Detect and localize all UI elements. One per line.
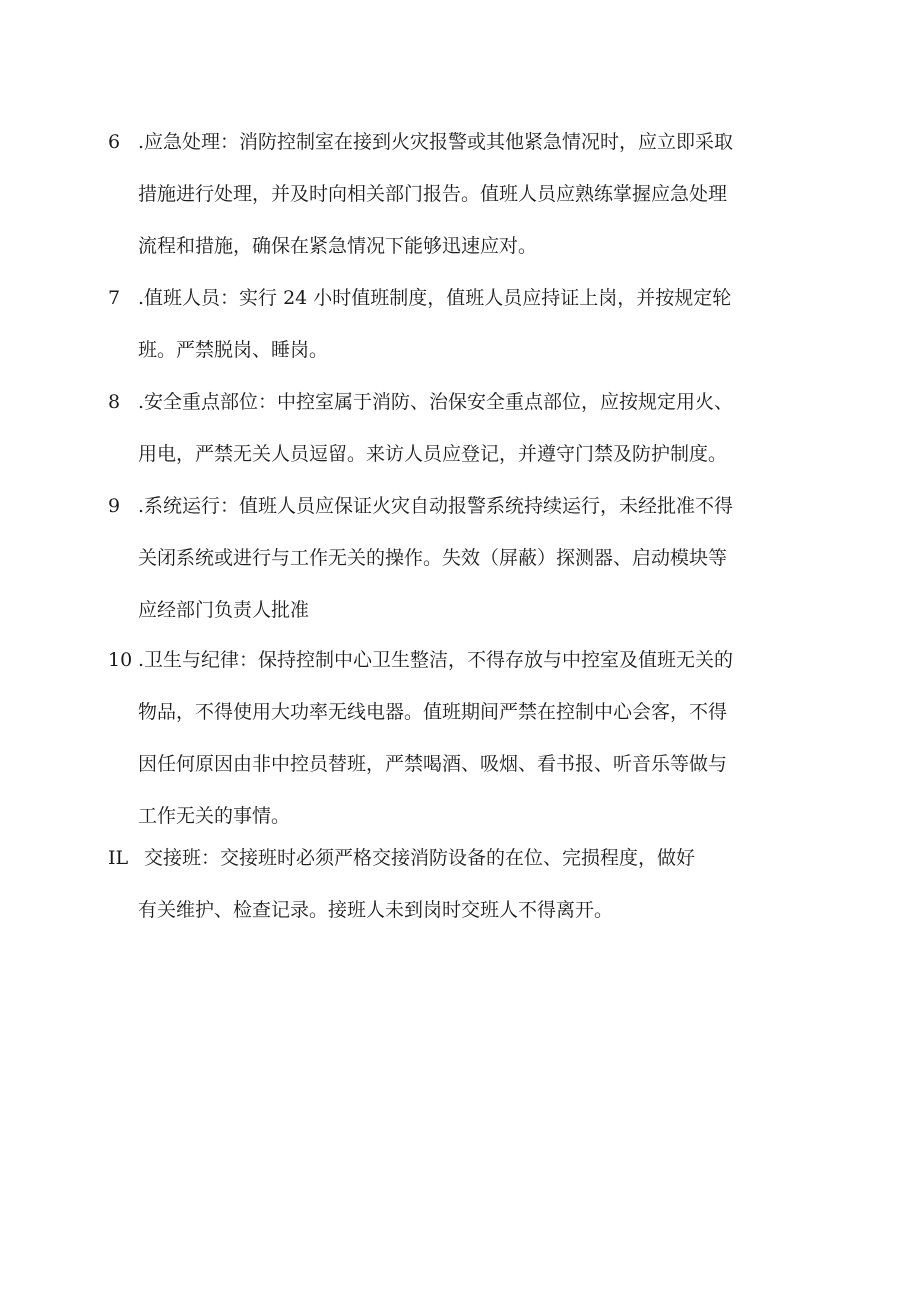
paragraph-line: 应经部门负责人批准: [138, 599, 310, 621]
paragraph-8: [108, 386, 788, 490]
paragraph-first-line: [108, 386, 788, 438]
paragraph-9: [108, 490, 788, 646]
paragraph-number: 8: [108, 391, 121, 413]
paragraph-number: IL: [108, 847, 129, 869]
paragraph-text: .安全重点部位：中控室属于消防、治保安全重点部位，应按规定用火、: [138, 391, 734, 413]
paragraph-line: 关闭系统或进行与工作无关的操作。失效（屏蔽）探测器、启动模块等: [138, 547, 728, 569]
paragraph-first-line: [108, 490, 788, 542]
paragraph-first-line: [108, 126, 788, 178]
paragraph-10: [108, 644, 788, 852]
paragraph-text: .系统运行：值班人员应保证火灾自动报警系统持续运行，未经批准不得: [138, 495, 734, 517]
paragraph-number: 9: [108, 495, 121, 517]
paragraph-6: [108, 126, 788, 282]
paragraph-line: 工作无关的事情。: [138, 805, 291, 827]
paragraph-first-line: [108, 282, 788, 334]
paragraph-line: 措施进行处理，并及时向相关部门报告。值班人员应熟练掌握应急处理: [138, 183, 728, 205]
paragraph-text: .应急处理：消防控制室在接到火灾报警或其他紧急情况时，应立即采取: [138, 131, 734, 153]
paragraph-text: .值班人员：实行 24 小时值班制度，值班人员应持证上岗，并按规定轮: [138, 287, 732, 309]
paragraph-text: 交接班：交接班时必须严格交接消防设备的在位、完损程度，做好: [138, 847, 696, 869]
paragraph-line: 因任何原因由非中控员替班，严禁喝酒、吸烟、看书报、听音乐等做与: [138, 753, 728, 775]
paragraph-line: 流程和措施，确保在紧急情况下能够迅速应对。: [138, 235, 538, 257]
paragraph-line: 用电，严禁无关人员逗留。来访人员应登记，并遵守门禁及防护制度。: [138, 443, 728, 465]
paragraph-text: .卫生与纪律：保持控制中心卫生整洁，不得存放与中控室及值班无关的: [138, 649, 734, 671]
paragraph-first-line: [108, 644, 788, 696]
paragraph-line: 班。严禁脱岗、睡岗。: [138, 339, 329, 361]
paragraph-number: 7: [108, 287, 121, 309]
paragraph-line: 物品，不得使用大功率无线电器。值班期间严禁在控制中心会客，不得: [138, 701, 728, 723]
paragraph-number: 10: [108, 649, 133, 671]
paragraph-first-line: [108, 842, 788, 894]
paragraph-11: [108, 842, 788, 946]
paragraph-number: 6: [108, 131, 121, 153]
paragraph-line: 有关维护、检查记录。接班人未到岗时交班人不得离开。: [138, 899, 614, 921]
paragraph-7: [108, 282, 788, 386]
